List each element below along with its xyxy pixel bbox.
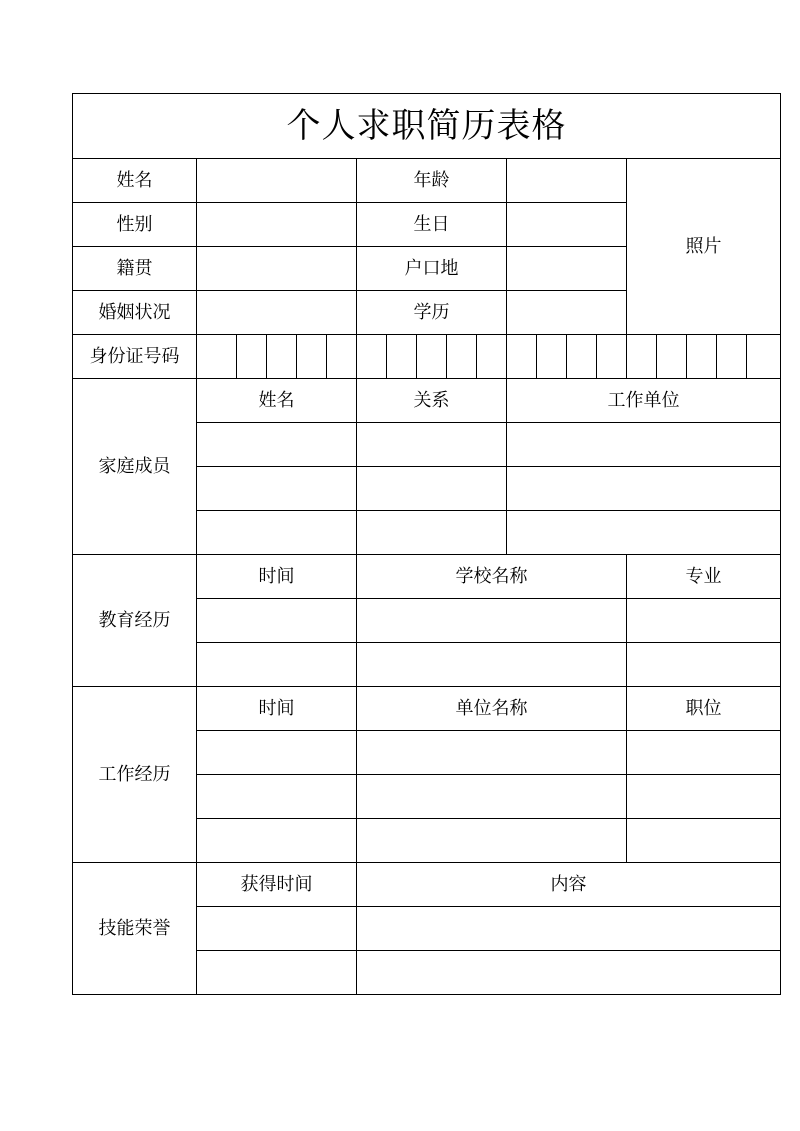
id-digit-box[interactable] bbox=[507, 335, 537, 379]
id-digit-box[interactable] bbox=[327, 335, 357, 379]
id-digit-box[interactable] bbox=[447, 335, 477, 379]
work-company-cell[interactable] bbox=[357, 775, 627, 819]
work-company-cell[interactable] bbox=[357, 731, 627, 775]
family-relation-cell[interactable] bbox=[357, 467, 507, 511]
resume-form-table bbox=[72, 93, 781, 995]
id-digit-box[interactable] bbox=[747, 335, 781, 379]
name-value-cell[interactable] bbox=[197, 159, 357, 203]
skills-time-cell[interactable] bbox=[197, 951, 357, 995]
education-major-cell[interactable] bbox=[627, 643, 781, 687]
family-workplace-cell[interactable] bbox=[507, 423, 781, 467]
id-digit-box[interactable] bbox=[297, 335, 327, 379]
work-col-time-header: 时间 bbox=[197, 687, 357, 731]
marital-status-label: 婚姻状况 bbox=[73, 291, 197, 335]
work-time-cell[interactable] bbox=[197, 731, 357, 775]
work-col-company-header: 单位名称 bbox=[357, 687, 627, 731]
native-place-value-cell[interactable] bbox=[197, 247, 357, 291]
age-value-cell[interactable] bbox=[507, 159, 627, 203]
work-company-cell[interactable] bbox=[357, 819, 627, 863]
form-title: 个人求职简历表格 bbox=[73, 94, 781, 159]
native-place-label: 籍贯 bbox=[73, 247, 197, 291]
birthday-label: 生日 bbox=[357, 203, 507, 247]
id-digit-box[interactable] bbox=[387, 335, 417, 379]
id-digit-box[interactable] bbox=[687, 335, 717, 379]
id-digit-box[interactable] bbox=[237, 335, 267, 379]
hukou-value-cell[interactable] bbox=[507, 247, 627, 291]
id-digit-box[interactable] bbox=[477, 335, 507, 379]
education-level-label: 学历 bbox=[357, 291, 507, 335]
education-time-cell[interactable] bbox=[197, 599, 357, 643]
id-digit-box[interactable] bbox=[537, 335, 567, 379]
id-digit-box[interactable] bbox=[597, 335, 627, 379]
work-position-cell[interactable] bbox=[627, 731, 781, 775]
family-col-name-header: 姓名 bbox=[197, 379, 357, 423]
family-col-relation-header: 关系 bbox=[357, 379, 507, 423]
work-time-cell[interactable] bbox=[197, 775, 357, 819]
education-school-cell[interactable] bbox=[357, 599, 627, 643]
gender-label: 性别 bbox=[73, 203, 197, 247]
education-time-cell[interactable] bbox=[197, 643, 357, 687]
age-label: 年龄 bbox=[357, 159, 507, 203]
education-major-cell[interactable] bbox=[627, 599, 781, 643]
id-digit-box[interactable] bbox=[357, 335, 387, 379]
education-col-major-header: 专业 bbox=[627, 555, 781, 599]
family-workplace-cell[interactable] bbox=[507, 467, 781, 511]
skills-content-cell[interactable] bbox=[357, 907, 781, 951]
family-name-cell[interactable] bbox=[197, 423, 357, 467]
work-time-cell[interactable] bbox=[197, 819, 357, 863]
education-col-time-header: 时间 bbox=[197, 555, 357, 599]
education-school-cell[interactable] bbox=[357, 643, 627, 687]
skills-col-time-header: 获得时间 bbox=[197, 863, 357, 907]
family-col-workplace-header: 工作单位 bbox=[507, 379, 781, 423]
skills-col-content-header: 内容 bbox=[357, 863, 781, 907]
education-section-label: 教育经历 bbox=[73, 555, 197, 687]
family-workplace-cell[interactable] bbox=[507, 511, 781, 555]
name-label: 姓名 bbox=[73, 159, 197, 203]
family-relation-cell[interactable] bbox=[357, 423, 507, 467]
id-digit-box[interactable] bbox=[627, 335, 657, 379]
work-col-position-header: 职位 bbox=[627, 687, 781, 731]
family-name-cell[interactable] bbox=[197, 467, 357, 511]
skills-section-label: 技能荣誉 bbox=[73, 863, 197, 995]
family-name-cell[interactable] bbox=[197, 511, 357, 555]
id-digit-box[interactable] bbox=[197, 335, 237, 379]
gender-value-cell[interactable] bbox=[197, 203, 357, 247]
marital-status-value-cell[interactable] bbox=[197, 291, 357, 335]
work-position-cell[interactable] bbox=[627, 775, 781, 819]
id-digit-box[interactable] bbox=[417, 335, 447, 379]
id-digit-box[interactable] bbox=[567, 335, 597, 379]
id-number-label: 身份证号码 bbox=[73, 335, 197, 379]
photo-box[interactable]: 照片 bbox=[627, 159, 781, 335]
id-digit-box[interactable] bbox=[657, 335, 687, 379]
hukou-label: 户口地 bbox=[357, 247, 507, 291]
education-level-value-cell[interactable] bbox=[507, 291, 627, 335]
id-digit-box[interactable] bbox=[267, 335, 297, 379]
skills-time-cell[interactable] bbox=[197, 907, 357, 951]
work-position-cell[interactable] bbox=[627, 819, 781, 863]
family-section-label: 家庭成员 bbox=[73, 379, 197, 555]
work-section-label: 工作经历 bbox=[73, 687, 197, 863]
birthday-value-cell[interactable] bbox=[507, 203, 627, 247]
skills-content-cell[interactable] bbox=[357, 951, 781, 995]
id-digit-box[interactable] bbox=[717, 335, 747, 379]
education-col-school-header: 学校名称 bbox=[357, 555, 627, 599]
family-relation-cell[interactable] bbox=[357, 511, 507, 555]
